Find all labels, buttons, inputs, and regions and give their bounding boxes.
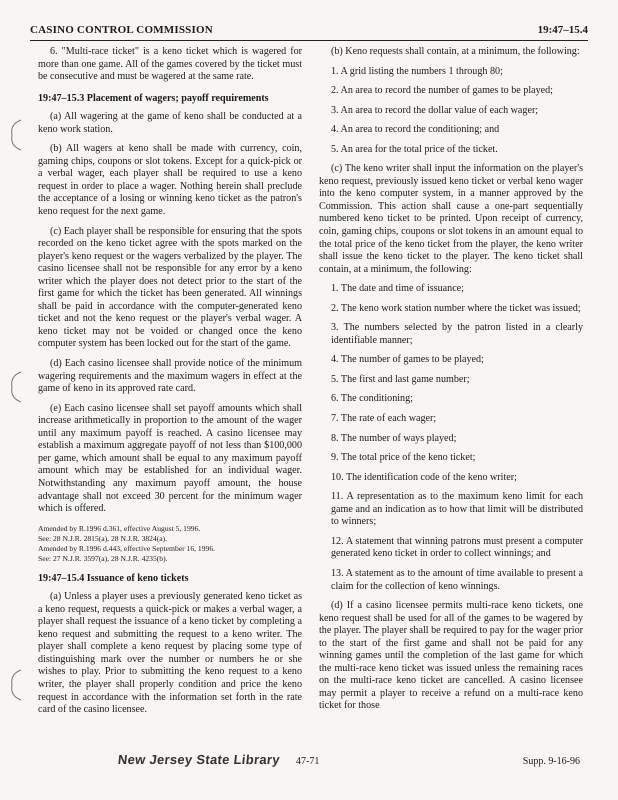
paragraph-15-4-a: (a) Unless a player uses a previously generated keno ticket as a keno request, requests a quick-pick or makes a verbal wager, a player shall request the issuance of a keno ticket by completing a keno request and submitting the request to a keno writer. The player shall complete a keno request by placing some type of distinguishing mark over the number or numbers he or she wishes to play. Prior to submitting the keno request to a keno writer, the player shall properly condition and price the keno request in accordance with the information set forth in the rate card of the casino licensee. xyxy=(38,591,302,716)
margin-bracket-mark xyxy=(6,118,24,152)
list-item: 4. An area to record the conditioning; and xyxy=(331,124,500,136)
paragraph-15-3-c: (c) Each player shall be responsible for ensuring that the spots recorded on the keno ticket agree with the spots marked on the player's keno request or the wagers verbalized by the player. The casino licensee shall not be responsible for any error by a keno writer which the player does not detect prior to the start of the first game for which the ticket has been generated. All winnings shall be paid in accordance with the computer-generated keno ticket and not the keno request or the player's verbal wager. A keno ticket may not be voided or changed once the keno computer system has been locked out for the start of the game. xyxy=(38,225,302,350)
section-heading-15-4: 19:47–15.4 Issuance of keno tickets xyxy=(38,572,189,584)
amendment-line: See: 28 N.J.R. 2815(a), 28 N.J.R. 3824(a). xyxy=(38,533,168,543)
header-section-number: 19:47–15.4 xyxy=(537,24,588,36)
list-item: 9. The total price of the keno ticket; xyxy=(331,452,476,464)
header-title: CASINO CONTROL COMMISSION xyxy=(30,24,213,36)
list-item: 2. The keno work station number where the ticket was issued; xyxy=(331,302,581,314)
margin-bracket-mark xyxy=(6,668,24,702)
list-item: 3. The numbers selected by the patron listed in a clearly identifiable manner; xyxy=(331,322,583,346)
paragraph-15-4-d: (d) If a casino licensee permits multi-race keno tickets, one keno request shall be used for all of the games to be wagered by the player. The player shall be required to pay for the wager prior to the start of the first game and shall not be paid for any winning games until the completion of the last game for which the multi-race keno ticket was issued unless the remaining races on the multi-race keno ticket are cancelled. A casino licensee may permit a player to receive a refund on a multi-race keno ticket for those xyxy=(319,600,583,712)
list-item: 12. A statement that winning patrons must present a computer generated keno ticket in order to collect winnings; and xyxy=(331,535,583,560)
running-header xyxy=(30,22,588,41)
paragraph-15-3-b: (b) All wagers at keno shall be made with currency, coin, gaming chips, coupons or slot tokens. Except for a quick-pick or a verbal wager, each player shall be required to use a keno request in order to place a wager. Nothing herein shall preclude the acceptance of a losing or winning keno ticket as the patron's keno request for the next game. xyxy=(38,143,302,218)
list-item: 4. The number of games to be played; xyxy=(331,354,484,366)
amendment-history xyxy=(38,524,302,563)
list-item: 1. The date and time of issuance; xyxy=(331,283,464,295)
section-heading-15-3: 19:47–15.3 Placement of wagers; payoff requirements xyxy=(38,92,269,104)
list-item: 3. An area to record the dollar value of each wager; xyxy=(331,104,539,116)
list-item: 2. An area to record the number of games to be played; xyxy=(331,85,553,97)
library-stamp: New Jersey State Library xyxy=(117,752,281,767)
margin-bracket-mark xyxy=(6,370,24,404)
list-item: 5. The first and last game number; xyxy=(331,373,470,385)
amendment-line: Amended by R.1996 d.361, effective August 5, 1996. xyxy=(38,523,201,533)
supplement-date: Supp. 9-16-96 xyxy=(522,756,580,767)
list-item: 7. The rate of each wager; xyxy=(331,413,437,425)
list-item: 5. An area for the total price of the ticket. xyxy=(331,143,498,155)
list-item: 10. The identification code of the keno writer; xyxy=(331,471,517,483)
right-column xyxy=(319,46,583,720)
left-column xyxy=(38,46,302,724)
paragraph-15-4-c: (c) The keno writer shall input the information on the player's keno request, previously issued keno ticket or verbal keno wager into the keno computer system, in a manner approved by the Commission. This action shall cause a one-part sequentially numbered keno ticket to be printed. Upon receipt of currency, coin, gaming chips, coupons or slot tokens in an amount equal to the total price of the keno ticket from the player, the keno writer shall issue the keno ticket to the player. The keno ticket shall contain, at a minimum, the following: xyxy=(319,163,583,275)
definition-multi-race-ticket: 6. "Multi-race ticket" is a keno ticket which is wagered for more than one game. All of the games covered by the ticket must be consecutive and must be wagered at the same rate. xyxy=(38,46,302,83)
page-number: 47-71 xyxy=(296,756,320,767)
list-item: 6. The conditioning; xyxy=(331,393,413,405)
list-item: 11. A representation as to the maximum keno limit for each game and an indication as to how that limit will be distributed to winners; xyxy=(331,491,583,528)
paragraph-15-3-a: (a) All wagering at the game of keno shall be conducted at a keno work station. xyxy=(38,111,302,135)
amendment-line: See: 27 N.J.R. 3597(a), 28 N.J.R. 4235(b). xyxy=(38,553,168,563)
paragraph-15-3-d: (d) Each casino licensee shall provide notice of the minimum wagering requirements and the maximum wagers in effect at the game of keno in its approved rate card. xyxy=(38,358,302,395)
list-item: 13. A statement as to the amount of time available to present a claim for the collection of keno winnings. xyxy=(331,567,583,592)
paragraph-15-4-b: (b) Keno requests shall contain, at a minimum, the following: xyxy=(331,46,580,57)
list-item: 8. The number of ways played; xyxy=(331,432,457,444)
list-item: 1. A grid listing the numbers 1 through 80; xyxy=(331,65,503,77)
paragraph-15-3-e: (e) Each casino licensee shall set payoff amounts which shall increase arithmetically in proportion to the amount of the wager until any maximum payoff is reached. A casino licensee may establish a maximum aggregate payoff of not less than $100,000 per game, which amount shall be equal to any maximum payoff amount which may be established for an individual wager. Notwithstanding any maximum payoff amount, the house advantage shall not exceed 30 percent for the minimum wager which is offered. xyxy=(38,402,302,515)
amendment-line: Amended by R.1996 d.443, effective September 16, 1996. xyxy=(38,543,216,553)
